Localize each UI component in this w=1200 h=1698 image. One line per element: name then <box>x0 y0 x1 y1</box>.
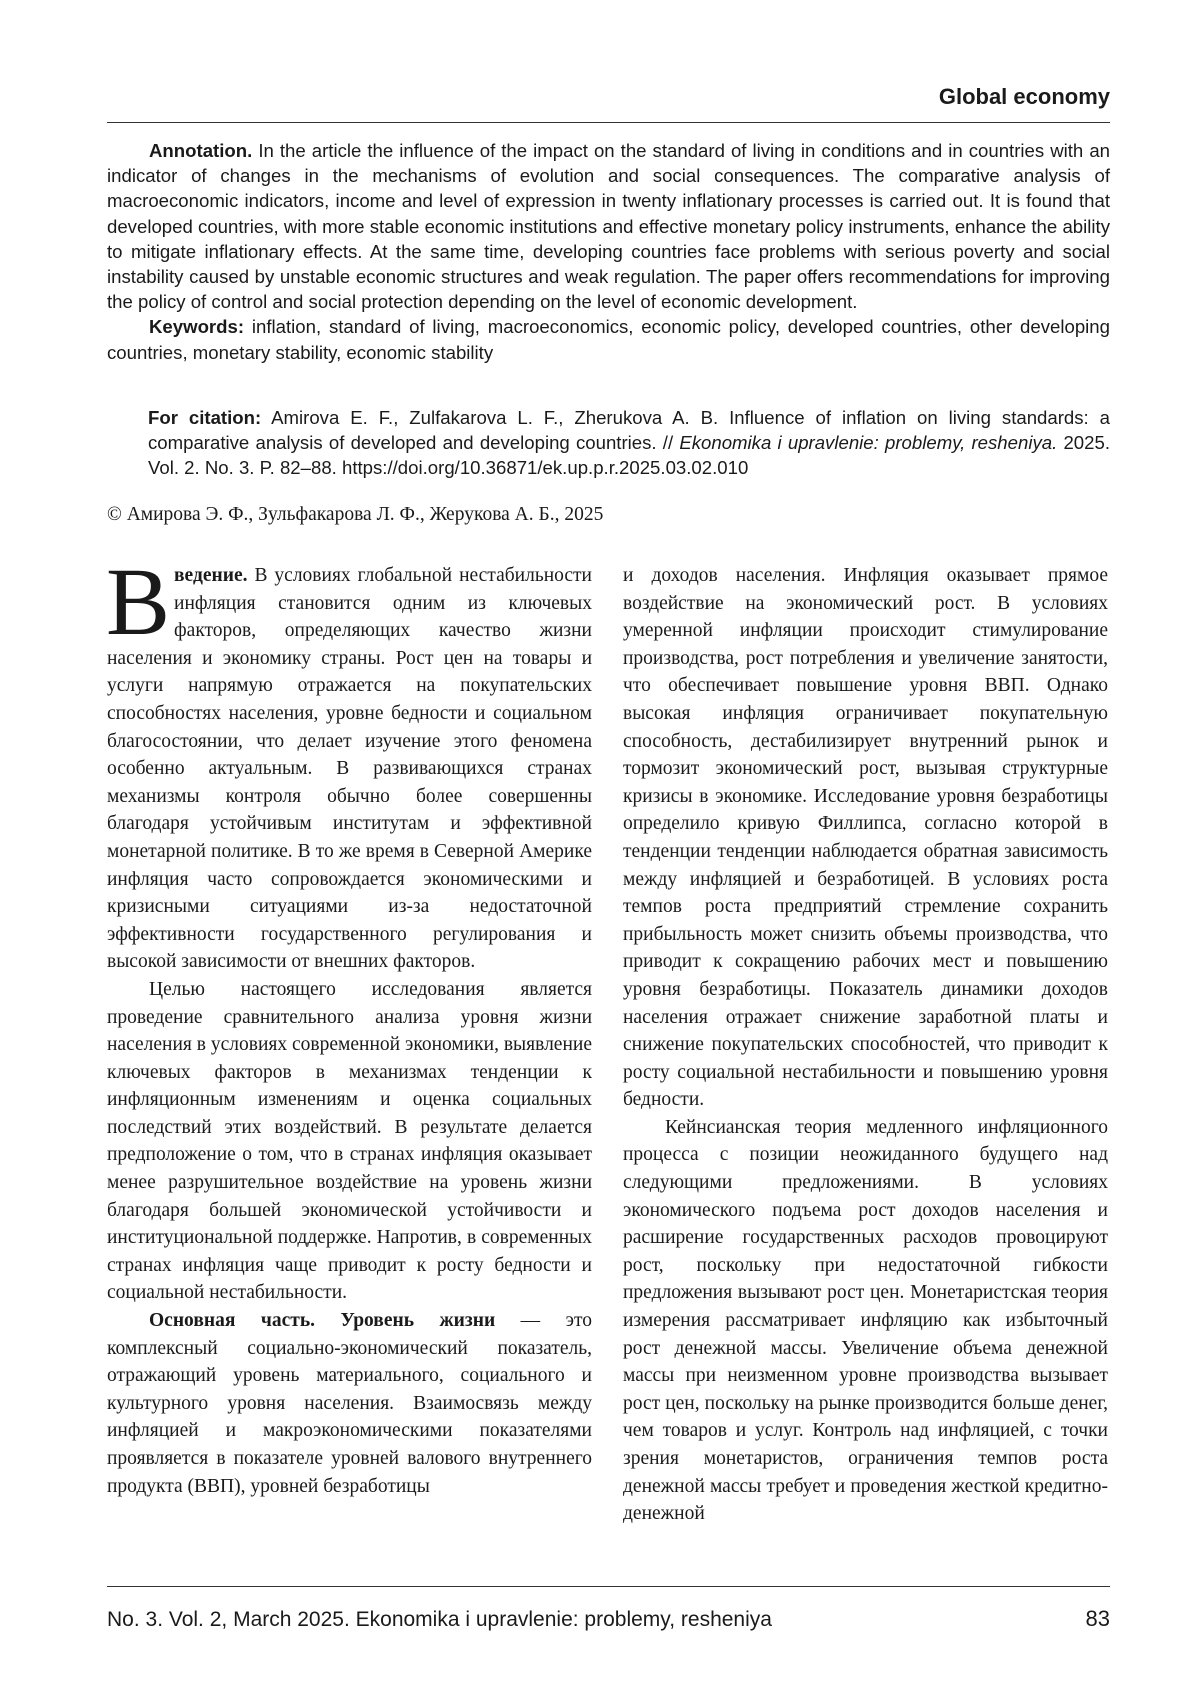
body-column-left <box>106 548 592 1500</box>
body-column-right <box>623 562 1108 1528</box>
main-part-text: — это комплексный социально-экономический показатель, отражающий уровень материального, социального и культурного уровня населения. Взаимосвязь между инфляцией и макроэкономическими показателями проявляется в показателе уровней валового внутреннего продукта (ВВП), уровней безработицы <box>107 1310 592 1497</box>
main-part-paragraph <box>107 1307 592 1500</box>
annotation-text: In the article the influence of the impact on the standard of living in conditions and in countries with an indicator of changes in the mechanisms of evolution and social consequences. The comparative analysis of macroeconomic indicators, income and level of expression in twenty inflationary processes is carried out. It is found that developed countries, with more stable economic institutions and effective monetary policy instruments, enhance the ability to mitigate inflationary effects. At the same time, developing countries face problems with serious poverty and social instability caused by unstable economic structures and weak regulation. The paper offers recommendations for improving the policy of control and social protection depending on the level of economic development. <box>107 140 1110 313</box>
keywords-paragraph <box>107 314 1110 364</box>
abstract-block <box>107 138 1110 365</box>
intro-text: В условиях глобальной нестабильности инфляция становится одним из ключевых факторов, определяющих качество жизни населения и экономику страны. Рост цен на товары и услуги напрямую отражается на покупательских способностях населения, уровне бедности и социальном благосостоянии, что делает изучение этого феномена особенно актуальным. В развивающихся странах механизмы контроля обычно более совершенны благодаря устойчивым институтам и эффективной монетарной политике. В то же время в Северной Америке инфляция часто сопровождается экономическими и кризисными ситуациями из-за недостаточной эффективности государственного регулирования и высокой зависимости от внешних факторов. <box>107 565 592 973</box>
citation-label: For citation: <box>148 407 262 428</box>
citation-doi: 2025. Vol. 2. No. 3. P. 82–88. https://doi.org/10.36871/ek.up.p.r.2025.03.02.010 <box>148 432 1110 479</box>
citation-text: Amirova E. F., Zulfakarova L. F., Zherukova A. B. Influence of inflation on living standards: a comparative analysis of developed and developing countries. // <box>148 407 1110 454</box>
intro-paragraph <box>106 548 592 976</box>
keywords-label: Keywords: <box>149 316 245 338</box>
annotation-label: Annotation. <box>149 140 253 161</box>
copyright-line: © Амирова Э. Ф., Зульфакарова Л. Ф., Жерукова А. Б., 2025 <box>107 504 604 525</box>
citation-block <box>148 405 1110 481</box>
drop-cap: В <box>106 548 171 655</box>
page-number: 83 <box>1085 1606 1110 1631</box>
inflation-effects-paragraph: и доходов населения. Инфляция оказывает прямое воздействие на экономический рост. В условиях умеренной инфляции происходит стимулирование производства, рост потребления и увеличение занятости, что обеспечивает повышение уровня ВВП. Однако высокая инфляция ограничивает покупательную способность, дестабилизирует внутренний рынок и тормозит экономический рост, вызывая структурные кризисы в экономике. Исследование уровня безработицы определило кривую Филлипса, согласно которой в тенденции тенденции наблюдается обратная зависимость между инфляцией и безработицей. В условиях роста темпов роста предприятий стремление сохранить прибыльность может снизить объемы производства, что приводит к сокращению рабочих мест и повышению уровня безработицы. Показатель динамики доходов населения отражает снижение заработной платы и снижение покупательских способностей, что приводит к росту социальной нестабильности и повышению уровня бедности. <box>623 565 1108 1111</box>
main-part-heading: Основная часть. Уровень жизни <box>149 1310 496 1332</box>
running-head-section: Global economy <box>938 84 1110 109</box>
annotation-paragraph <box>107 138 1110 314</box>
keynesian-paragraph: Кейнсианская теория медленного инфляционного процесса с позиции неожиданного будущего над следующими предложениями. В условиях экономического подъема рост доходов населения и расширение государственных расходов провоцируют рост, поскольку при недостаточной гибкости предложения вызывают рост цен. Монетаристская теория измерения рассматривает инфляцию как избыточный рост денежной массы. Увеличение объема денежной массы при неизменном уровне производства вызывает рост цен, поскольку на рынке производится больше денег, чем товаров и услуг. Контроль над инфляцией, с точки зрения монетаристов, ограничения темпов роста денежной массы требует и проведения жесткой кредитно-денежной <box>623 1116 1108 1525</box>
footer-journal-info: No. 3. Vol. 2, March 2025. Ekonomika i upravlenie: problemy, resheniya <box>107 1608 772 1631</box>
keywords-text: inflation, standard of living, macroeconomics, economic policy, developed countries, other developing countries, monetary stability, economic stability <box>107 316 1110 363</box>
footer-rule <box>107 1586 1110 1587</box>
intro-heading: ведение. <box>174 565 248 586</box>
citation-journal: Ekonomika i upravlenie: problemy, resheniya. <box>679 432 1058 454</box>
header-rule <box>107 122 1110 123</box>
aim-paragraph: Целью настоящего исследования является проведение сравнительного анализа уровня жизни населения в условиях современной экономики, выявление ключевых факторов в механизмах тенденции к инфляционным изменениям и оценка социальных последствий этих воздействий. В результате делается предположение о том, что в странах инфляция оказывает менее разрушительное воздействие на уровень жизни благодаря большей экономической устойчивости и институциональной поддержке. Напротив, в современных странах инфляция чаще приводит к росту бедности и социальной нестабильности. <box>107 978 592 1304</box>
